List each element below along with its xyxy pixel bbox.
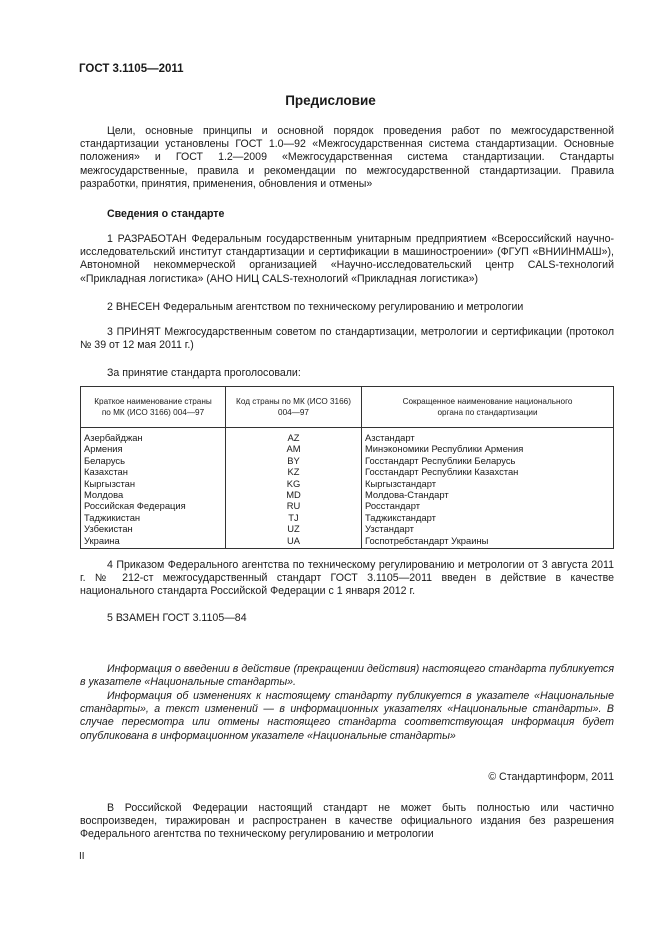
rights-paragraph: В Российской Федерации настоящий стандарт не может быть полностью или частично воспроизведен, тиражирован и распространен в качестве официального издания без разрешения Федерального агентства по техническому регулированию и метрологии [80, 802, 614, 841]
body-cell: Таджикстандарт [362, 512, 614, 523]
table-row [81, 443, 614, 454]
table-row [81, 466, 614, 477]
country-cell: Кыргызстан [81, 478, 226, 489]
body-cell: Азстандарт [362, 428, 614, 444]
code-cell: KZ [226, 466, 362, 477]
code-cell: AZ [226, 428, 362, 444]
notice-paragraph-2: Информация об изменениях к настоящему стандарту публикуется в указателе «Национальные стандарты», а текст изменений — в информационных указателях «Национальные стандарты». В случае пересмотра или отмены настоящего стандарта соответствующая информация будет опубликована в информационном указателе «Национальные стандарты» [80, 690, 614, 742]
code-cell: MD [226, 489, 362, 500]
country-cell: Таджикистан [81, 512, 226, 523]
table-row [81, 523, 614, 534]
code-cell: AM [226, 443, 362, 454]
code-cell: UZ [226, 523, 362, 534]
item-3-paragraph: 3 ПРИНЯТ Межгосударственным советом по стандартизации, метрологии и сертификации (протокол № 39 от 12 мая 2011 г.) [80, 326, 614, 352]
notice-paragraph-1: Информация о введении в действие (прекращении действия) настоящего стандарта публикуется в указателе «Национальные стандарты». [80, 663, 614, 689]
intro-paragraph: Цели, основные принципы и основной порядок проведения работ по межгосударственной стандартизации установлены ГОСТ 1.0—92 «Межгосударственная система стандартизации. Основные положения» и ГОСТ 1.2—2009 «Межгосударственная система стандартизации. Стандарты межгосударственные, правила и рекомендации по межгосударственной стандартизации. Правила разработки, принятия, применения, обновления и отмены» [80, 125, 614, 190]
country-cell: Армения [81, 443, 226, 454]
table-row [81, 512, 614, 523]
section-title: Сведения о стандарте [107, 208, 225, 220]
document-header: ГОСТ 3.1105—2011 [79, 63, 184, 75]
country-cell: Молдова [81, 489, 226, 500]
body-cell: Госпотребстандарт Украины [362, 535, 614, 549]
code-cell: KG [226, 478, 362, 489]
country-cell: Украина [81, 535, 226, 549]
header-country-code: Код страны по МК (ИСО 3166) 004—97 [226, 387, 362, 428]
country-cell: Азербайджан [81, 428, 226, 444]
code-cell: RU [226, 500, 362, 511]
header-standards-body: Сокращенное наименование национального органа по стандартизации [362, 387, 614, 428]
country-cell: Беларусь [81, 455, 226, 466]
item-4-paragraph: 4 Приказом Федерального агентства по техническому регулированию и метрологии от 3 августа 2011 г. № 212-ст межгосударственный стандарт ГОСТ 3.1105—2011 введен в действие в качестве национального стандарта Российской Федерации с 1 января 2012 г. [80, 559, 614, 598]
code-cell: BY [226, 455, 362, 466]
country-cell: Российская Федерация [81, 500, 226, 511]
header-country-name: Краткое наименование страны по МК (ИСО 3166) 004—97 [81, 387, 226, 428]
country-cell: Узбекистан [81, 523, 226, 534]
table-row [81, 455, 614, 466]
table-row [81, 428, 614, 444]
body-cell: Госстандарт Республики Казахстан [362, 466, 614, 477]
page-number: II [79, 851, 85, 862]
vote-table-header-row [81, 387, 614, 428]
item-5-paragraph: 5 ВЗАМЕН ГОСТ 3.1105—84 [107, 612, 247, 624]
body-cell: Молдова-Стандарт [362, 489, 614, 500]
code-cell: UA [226, 535, 362, 549]
copyright-line: © Стандартинформ, 2011 [488, 771, 614, 783]
code-cell: TJ [226, 512, 362, 523]
item-2-paragraph: 2 ВНЕСЕН Федеральным агентством по техническому регулированию и метрологии [107, 301, 524, 313]
table-row [81, 478, 614, 489]
country-cell: Казахстан [81, 466, 226, 477]
vote-intro: За принятие стандарта проголосовали: [107, 367, 301, 379]
body-cell: Кыргызстандарт [362, 478, 614, 489]
body-cell: Узстандарт [362, 523, 614, 534]
table-row [81, 535, 614, 549]
table-row [81, 500, 614, 511]
page-title: Предисловие [285, 93, 376, 108]
item-1-paragraph: 1 РАЗРАБОТАН Федеральным государственным унитарным предприятием «Всероссийский научно-исследовательский институт стандартизации и сертификации в машиностроении» (ФГУП «ВНИИНМАШ»), Автономной некоммерческой организацией «Научно-исследовательский центр CALS-технологий «Прикладная логистика» (АНО НИЦ CALS-технологий «Прикладная логистика») [80, 233, 614, 285]
vote-table [80, 386, 614, 549]
body-cell: Минэкономики Республики Армения [362, 443, 614, 454]
body-cell: Росстандарт [362, 500, 614, 511]
body-cell: Госстандарт Республики Беларусь [362, 455, 614, 466]
table-row [81, 489, 614, 500]
